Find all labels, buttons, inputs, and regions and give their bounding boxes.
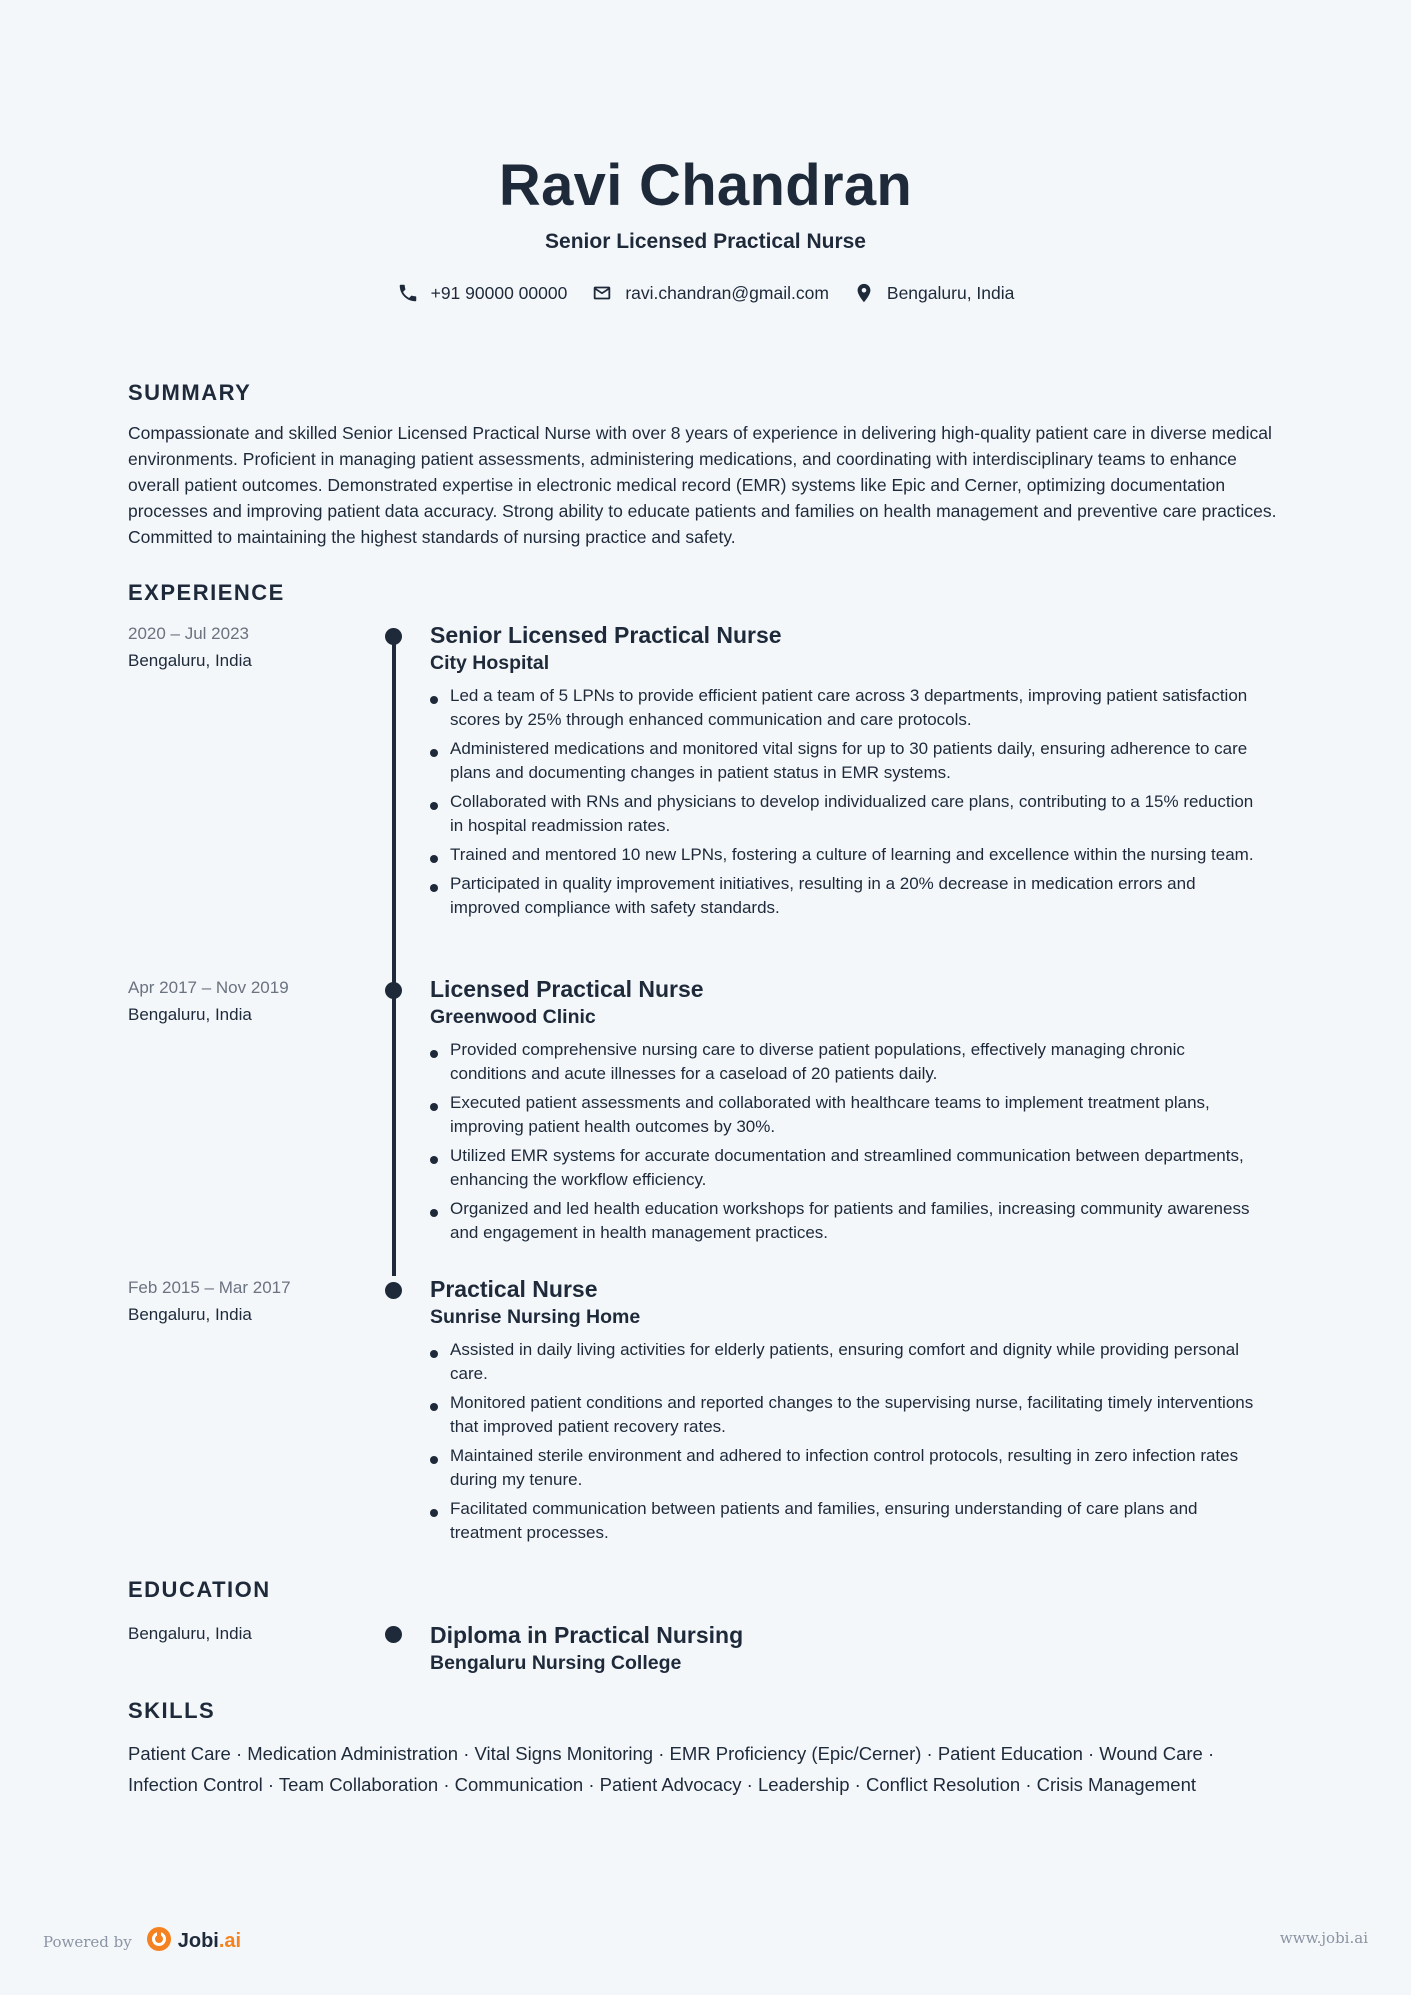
entry-content xyxy=(430,1622,1265,1676)
entry-content xyxy=(430,622,1265,925)
bullet-item: Facilitated communication between patients and families, ensuring understanding of care plans and treatment processes. xyxy=(430,1497,1265,1545)
timeline-dot xyxy=(385,628,402,645)
brand-name-main: Jobi xyxy=(177,1930,219,1952)
phone-number: +91 90000 00000 xyxy=(430,282,568,303)
brand-name-accent: .ai xyxy=(218,1930,242,1952)
entry-meta xyxy=(128,976,368,1027)
entry-bullets xyxy=(430,1038,1265,1245)
entry-location: Bengaluru, India xyxy=(128,1624,252,1643)
entry-dates: 2020 – Jul 2023 xyxy=(128,624,249,643)
bullet-item: Utilized EMR systems for accurate documentation and streamlined communication between departments, enhancing the workflow efficiency. xyxy=(430,1144,1265,1192)
summary-heading: SUMMARY xyxy=(128,380,252,405)
phone-icon xyxy=(397,282,419,304)
footer-website-link[interactable]: www.jobi.ai xyxy=(1279,1929,1368,1947)
entry-content xyxy=(430,1276,1265,1550)
entry-location: Bengaluru, India xyxy=(128,1305,252,1324)
summary-text: Compassionate and skilled Senior Licensed Practical Nurse with over 8 years of experience in delivering high-quality patient care in diverse medical environments. Proficient in managing patient assessments, administering medications, and coordinating with interdisciplinary teams to enhance overall patient outcomes. Demonstrated expertise in electronic medical record (EMR) systems like Epic and Cerner, optimizing documentation processes and improving patient data accuracy. Strong ability to educate patients and families on health management and preventive care practices. Committed to maintaining the highest standards of nursing practice and safety. xyxy=(128,423,1277,547)
bullet-item: Provided comprehensive nursing care to diverse patient populations, effectively managing chronic conditions and acute illnesses for a caseload of 20 patients daily. xyxy=(430,1038,1265,1086)
location-pin-icon xyxy=(853,282,875,304)
entry-organization: City Hospital xyxy=(430,652,550,674)
education-degree: Diploma in Practical Nursing xyxy=(430,1622,744,1648)
mail-icon xyxy=(591,282,613,304)
entry-dates: Apr 2017 – Nov 2019 xyxy=(128,978,289,997)
education-heading: EDUCATION xyxy=(128,1577,271,1602)
contact-location xyxy=(853,282,1014,304)
powered-by-text: Powered by xyxy=(43,1932,132,1951)
bullet-item: Assisted in daily living activities for elderly patients, ensuring comfort and dignity while providing personal care. xyxy=(430,1338,1265,1386)
jobi-logo-icon xyxy=(146,1926,172,1957)
entry-location: Bengaluru, India xyxy=(128,651,252,670)
timeline-dot xyxy=(385,982,402,999)
entry-bullets xyxy=(430,684,1265,920)
footer-branding xyxy=(43,1926,241,1957)
entry-bullets xyxy=(430,1338,1265,1545)
location-text: Bengaluru, India xyxy=(886,282,1015,303)
entry-dates: Feb 2015 – Mar 2017 xyxy=(128,1278,291,1297)
skills-list: Patient Care · Medication Administration · Vital Signs Monitoring · EMR Proficiency (Epic/Cerner) · Patient Education · Wound Care · Infection Control · Team Collaboration · Communication · Patient Advocacy · Leadership · Conflict Resolution · Crisis Management xyxy=(128,1743,1215,1795)
bullet-item: Maintained sterile environment and adhered to infection control protocols, resulting in zero infection rates during my tenure. xyxy=(430,1444,1265,1492)
candidate-name: Ravi Chandran xyxy=(498,153,913,218)
brand-logo[interactable] xyxy=(146,1926,241,1957)
entry-meta xyxy=(128,1622,368,1646)
resume-header xyxy=(0,150,1411,304)
bullet-item: Executed patient assessments and collaborated with healthcare teams to implement treatment plans, improving patient health outcomes by 30%. xyxy=(430,1091,1265,1139)
entry-meta xyxy=(128,1276,368,1327)
bullet-item: Led a team of 5 LPNs to provide efficient patient care across 3 departments, improving patient satisfaction scores by 25% through enhanced communication and care protocols. xyxy=(430,684,1265,732)
entry-content xyxy=(430,976,1265,1250)
bullet-item: Participated in quality improvement initiatives, resulting in a 20% decrease in medication errors and improved compliance with safety standards. xyxy=(430,872,1265,920)
contact-phone[interactable] xyxy=(397,282,568,304)
entry-location: Bengaluru, India xyxy=(128,1005,252,1024)
timeline-dot xyxy=(385,1626,402,1643)
email-address: ravi.chandran@gmail.com xyxy=(625,282,829,303)
bullet-item: Collaborated with RNs and physicians to develop individualized care plans, contributing to a 15% reduction in hospital readmission rates. xyxy=(430,790,1265,838)
contact-email[interactable] xyxy=(591,282,829,304)
bullet-item: Organized and led health education workshops for patients and families, increasing community awareness and engagement in health management practices. xyxy=(430,1197,1265,1245)
entry-role: Licensed Practical Nurse xyxy=(430,976,704,1002)
entry-role: Practical Nurse xyxy=(430,1276,598,1302)
experience-timeline-line xyxy=(392,636,396,1276)
bullet-item: Monitored patient conditions and reported changes to the supervising nurse, facilitating timely interventions that improved patient recovery rates. xyxy=(430,1391,1265,1439)
contact-row xyxy=(0,282,1411,304)
bullet-item: Administered medications and monitored vital signs for up to 30 patients daily, ensuring adherence to care plans and documenting changes in patient status in EMR systems. xyxy=(430,737,1265,785)
entry-meta xyxy=(128,622,368,673)
education-school: Bengaluru Nursing College xyxy=(430,1652,682,1674)
timeline-dot xyxy=(385,1282,402,1299)
brand-name xyxy=(178,1930,241,1953)
candidate-title: Senior Licensed Practical Nurse xyxy=(545,230,866,253)
experience-heading: EXPERIENCE xyxy=(128,580,285,605)
entry-role: Senior Licensed Practical Nurse xyxy=(430,622,782,648)
bullet-item: Trained and mentored 10 new LPNs, fostering a culture of learning and excellence within the nursing team. xyxy=(430,843,1265,867)
entry-organization: Sunrise Nursing Home xyxy=(430,1306,641,1328)
skills-heading: SKILLS xyxy=(128,1698,216,1723)
entry-organization: Greenwood Clinic xyxy=(430,1006,596,1028)
